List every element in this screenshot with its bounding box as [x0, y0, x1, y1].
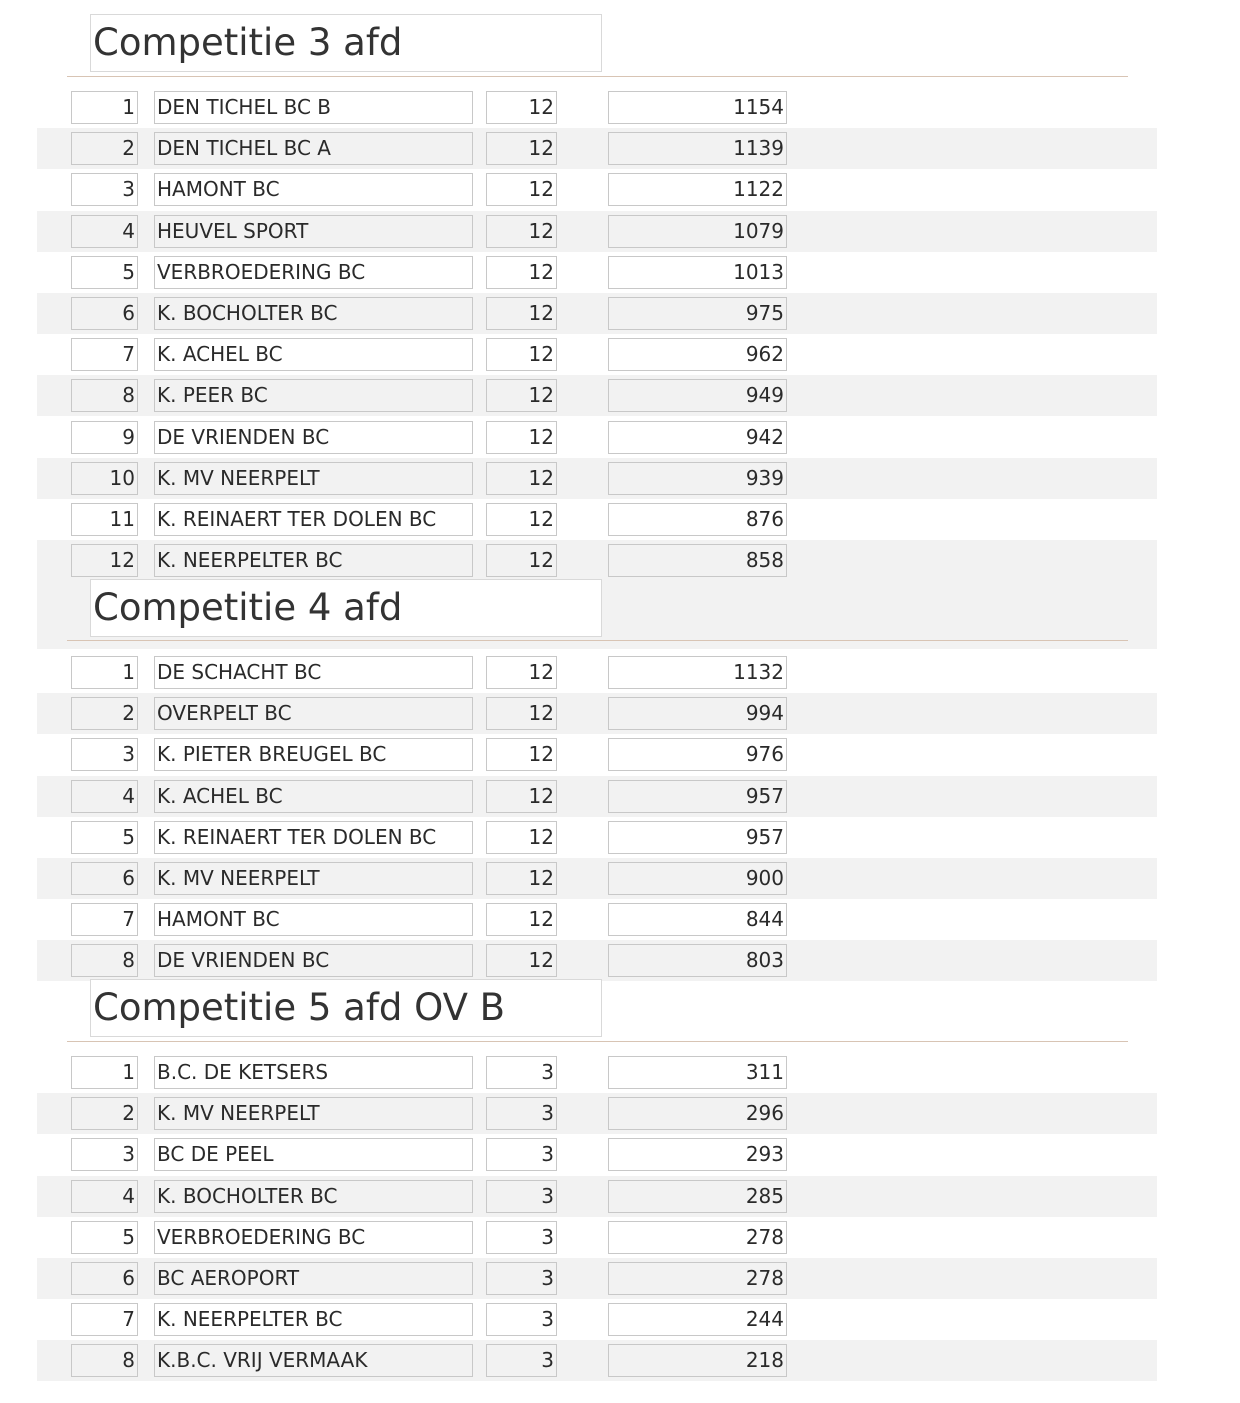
- table-row: [0, 1093, 1240, 1134]
- games-played-cell: 3: [486, 1262, 557, 1295]
- points-cell: 1154: [608, 91, 787, 124]
- games-played-cell: 12: [486, 862, 557, 895]
- table-row: [0, 817, 1240, 858]
- points-cell: 994: [608, 697, 787, 730]
- team-name-cell: HAMONT BC: [154, 173, 473, 206]
- rank-cell: 6: [71, 862, 138, 895]
- section-title: Competitie 4 afd: [90, 579, 602, 637]
- games-played-cell: 12: [486, 421, 557, 454]
- team-name-cell: K. NEERPELTER BC: [154, 1303, 473, 1336]
- points-cell: 293: [608, 1138, 787, 1171]
- rank-cell: 2: [71, 697, 138, 730]
- games-played-cell: 3: [486, 1138, 557, 1171]
- games-played-cell: 12: [486, 462, 557, 495]
- team-name-cell: DE SCHACHT BC: [154, 656, 473, 689]
- table-row: [0, 652, 1240, 693]
- rank-cell: 9: [71, 421, 138, 454]
- rank-cell: 4: [71, 215, 138, 248]
- team-name-cell: DE VRIENDEN BC: [154, 944, 473, 977]
- section-divider: [67, 76, 1128, 77]
- team-name-cell: VERBROEDERING BC: [154, 256, 473, 289]
- games-played-cell: 12: [486, 215, 557, 248]
- rank-cell: 5: [71, 1221, 138, 1254]
- points-cell: 285: [608, 1180, 787, 1213]
- games-played-cell: 3: [486, 1344, 557, 1377]
- games-played-cell: 12: [486, 338, 557, 371]
- team-name-cell: B.C. DE KETSERS: [154, 1056, 473, 1089]
- team-name-cell: K. ACHEL BC: [154, 780, 473, 813]
- table-row: [0, 1299, 1240, 1340]
- rank-cell: 7: [71, 903, 138, 936]
- team-name-cell: VERBROEDERING BC: [154, 1221, 473, 1254]
- rank-cell: 10: [71, 462, 138, 495]
- rank-cell: 6: [71, 1262, 138, 1295]
- games-played-cell: 12: [486, 821, 557, 854]
- points-cell: 858: [608, 544, 787, 577]
- table-row: [0, 458, 1240, 499]
- team-name-cell: HEUVEL SPORT: [154, 215, 473, 248]
- points-cell: 244: [608, 1303, 787, 1336]
- team-name-cell: K. MV NEERPELT: [154, 462, 473, 495]
- team-name-cell: K. BOCHOLTER BC: [154, 1180, 473, 1213]
- points-cell: 1122: [608, 173, 787, 206]
- rank-cell: 4: [71, 1180, 138, 1213]
- games-played-cell: 12: [486, 297, 557, 330]
- rank-cell: 7: [71, 1303, 138, 1336]
- rank-cell: 4: [71, 780, 138, 813]
- points-cell: 939: [608, 462, 787, 495]
- team-name-cell: BC DE PEEL: [154, 1138, 473, 1171]
- rank-cell: 8: [71, 379, 138, 412]
- rank-cell: 1: [71, 91, 138, 124]
- points-cell: 962: [608, 338, 787, 371]
- table-row: [0, 734, 1240, 775]
- rank-cell: 8: [71, 1344, 138, 1377]
- games-played-cell: 12: [486, 256, 557, 289]
- rank-cell: 5: [71, 256, 138, 289]
- games-played-cell: 12: [486, 503, 557, 536]
- games-played-cell: 12: [486, 173, 557, 206]
- points-cell: 942: [608, 421, 787, 454]
- table-row: [0, 211, 1240, 252]
- rank-cell: 6: [71, 297, 138, 330]
- team-name-cell: K. MV NEERPELT: [154, 862, 473, 895]
- table-row: [0, 252, 1240, 293]
- table-row: [0, 776, 1240, 817]
- points-cell: 311: [608, 1056, 787, 1089]
- points-cell: 976: [608, 738, 787, 771]
- rank-cell: 11: [71, 503, 138, 536]
- table-row: [0, 417, 1240, 458]
- table-row: [0, 1258, 1240, 1299]
- games-played-cell: 12: [486, 132, 557, 165]
- games-played-cell: 3: [486, 1097, 557, 1130]
- rank-cell: 1: [71, 1056, 138, 1089]
- points-cell: 1013: [608, 256, 787, 289]
- table-row: [0, 87, 1240, 128]
- team-name-cell: K. REINAERT TER DOLEN BC: [154, 821, 473, 854]
- rank-cell: 8: [71, 944, 138, 977]
- games-played-cell: 12: [486, 544, 557, 577]
- games-played-cell: 12: [486, 91, 557, 124]
- section-title: Competitie 5 afd OV B: [90, 979, 602, 1037]
- rank-cell: 5: [71, 821, 138, 854]
- games-played-cell: 12: [486, 656, 557, 689]
- games-played-cell: 3: [486, 1180, 557, 1213]
- points-cell: 278: [608, 1262, 787, 1295]
- table-row: [0, 1176, 1240, 1217]
- points-cell: 803: [608, 944, 787, 977]
- points-cell: 278: [608, 1221, 787, 1254]
- rank-cell: 2: [71, 1097, 138, 1130]
- games-played-cell: 12: [486, 903, 557, 936]
- points-cell: 1139: [608, 132, 787, 165]
- team-name-cell: K. PIETER BREUGEL BC: [154, 738, 473, 771]
- games-played-cell: 12: [486, 780, 557, 813]
- rank-cell: 3: [71, 173, 138, 206]
- team-name-cell: BC AEROPORT: [154, 1262, 473, 1295]
- table-row: [0, 1134, 1240, 1175]
- team-name-cell: K. ACHEL BC: [154, 338, 473, 371]
- team-name-cell: K. BOCHOLTER BC: [154, 297, 473, 330]
- rank-cell: 7: [71, 338, 138, 371]
- table-row: [0, 540, 1240, 581]
- team-name-cell: K. MV NEERPELT: [154, 1097, 473, 1130]
- games-played-cell: 12: [486, 697, 557, 730]
- table-row: [0, 1340, 1240, 1381]
- table-row: [0, 375, 1240, 416]
- team-name-cell: K.B.C. VRIJ VERMAAK: [154, 1344, 473, 1377]
- team-name-cell: K. REINAERT TER DOLEN BC: [154, 503, 473, 536]
- table-row: [0, 693, 1240, 734]
- rank-cell: 12: [71, 544, 138, 577]
- table-row: [0, 899, 1240, 940]
- team-name-cell: DEN TICHEL BC A: [154, 132, 473, 165]
- games-played-cell: 12: [486, 944, 557, 977]
- table-row: [0, 858, 1240, 899]
- points-cell: 957: [608, 821, 787, 854]
- section-divider: [67, 1041, 1128, 1042]
- games-played-cell: 12: [486, 379, 557, 412]
- table-row: [0, 499, 1240, 540]
- points-cell: 1132: [608, 656, 787, 689]
- team-name-cell: DEN TICHEL BC B: [154, 91, 473, 124]
- points-cell: 975: [608, 297, 787, 330]
- points-cell: 876: [608, 503, 787, 536]
- points-cell: 218: [608, 1344, 787, 1377]
- games-played-cell: 3: [486, 1221, 557, 1254]
- section-divider: [67, 640, 1128, 641]
- points-cell: 949: [608, 379, 787, 412]
- games-played-cell: 3: [486, 1303, 557, 1336]
- rank-cell: 3: [71, 1138, 138, 1171]
- team-name-cell: HAMONT BC: [154, 903, 473, 936]
- team-name-cell: OVERPELT BC: [154, 697, 473, 730]
- games-played-cell: 12: [486, 738, 557, 771]
- rank-cell: 1: [71, 656, 138, 689]
- points-cell: 1079: [608, 215, 787, 248]
- points-cell: 844: [608, 903, 787, 936]
- team-name-cell: K. NEERPELTER BC: [154, 544, 473, 577]
- team-name-cell: DE VRIENDEN BC: [154, 421, 473, 454]
- table-row: [0, 1052, 1240, 1093]
- points-cell: 900: [608, 862, 787, 895]
- table-row: [0, 1217, 1240, 1258]
- team-name-cell: K. PEER BC: [154, 379, 473, 412]
- games-played-cell: 3: [486, 1056, 557, 1089]
- table-row: [0, 293, 1240, 334]
- table-row: [0, 169, 1240, 210]
- table-row: [0, 940, 1240, 981]
- table-row: [0, 334, 1240, 375]
- points-cell: 296: [608, 1097, 787, 1130]
- rank-cell: 2: [71, 132, 138, 165]
- points-cell: 957: [608, 780, 787, 813]
- table-row: [0, 128, 1240, 169]
- section-title: Competitie 3 afd: [90, 14, 602, 72]
- rank-cell: 3: [71, 738, 138, 771]
